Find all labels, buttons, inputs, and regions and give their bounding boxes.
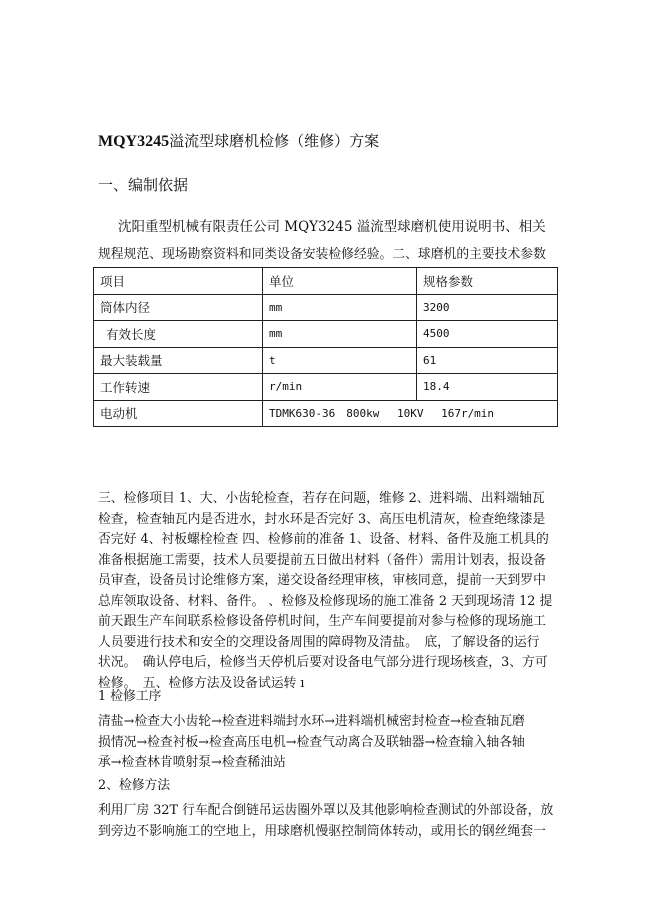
table-row (94, 347, 558, 374)
paragraph-line: 状况。 确认停电后，检修当天停机后要对设备电气部分进行现场核查，3、方可 (98, 655, 548, 670)
paragraph-line: 前天跟生产车间联系检修设备停机时间，生产车间要提前对参与检修的现场施工 (98, 614, 546, 629)
table-cell: r/min (263, 374, 417, 401)
document-title (98, 130, 379, 151)
table-cell: mm (263, 321, 417, 348)
paragraph-line: 检修。 五、检修方法及设备试运转 ı (98, 675, 305, 691)
paragraph-line: 检查，检查轴瓦内是否进水，封水环是否完好 3、高压电机清灰，检查绝缘漆是 (98, 511, 546, 527)
method-paragraph (98, 801, 553, 842)
paragraph-line: 利用厂房 32T 行车配合倒链吊运齿圈外罩以及其他影响检查测试的外部设备，放 (98, 803, 553, 818)
section3-paragraph (98, 489, 553, 694)
paragraph-line: 三、检修项目 1、大、小齿轮检查，若存在问题，维修 2、进料端、出料端轴瓦 (98, 491, 545, 506)
paragraph-line: 否完好 4、衬板螺栓检查 四、检修前的准备 1、设备、材料、备件及施工机具的 (98, 532, 549, 547)
paragraph-line: 准备根据施工需要，技术人员要提前五日做出材料（备件）需用计划表，报设备 (98, 552, 546, 568)
spec-table (93, 267, 558, 427)
table-row (94, 294, 558, 321)
header-cell-spec: 规格参数 (417, 268, 558, 295)
table-cell: 3200 (417, 294, 558, 321)
table-cell: t (263, 347, 417, 374)
section1-heading: 一、编制依据 (98, 176, 189, 194)
table-row (94, 321, 558, 348)
procedure-paragraph (98, 712, 553, 774)
table-cell-motor-spec: TDMK630-36 800kw 10KV 167r/min (263, 400, 558, 427)
table-cell: 工作转速 (94, 374, 263, 401)
paragraph-line: 到旁边不影响施工的空地上，用球磨机慢驱控制筒体转动，或用长的钢丝绳套一 (98, 823, 546, 839)
table-cell: 18.4 (417, 374, 558, 401)
paragraph-line: 总库领取设备、材料、备件。 、检修及检修现场的施工准备 2 天到现场清 12 提 (98, 593, 553, 609)
title-text: 溢流型球磨机检修（维修）方案 (169, 132, 380, 150)
paragraph-line: 员审查，设备员讨论维修方案，递交设备经理审核，审核同意，提前一天到罗中 (98, 573, 546, 588)
paragraph-line: 清盐→检查大小齿轮→检查进料端封水环→进料端机械密封检查→检查轴瓦磨 (98, 714, 525, 729)
table-cell: 61 (417, 347, 558, 374)
table-cell: 4500 (417, 321, 558, 348)
title-model-code: MQY3245 (98, 133, 170, 150)
intro-line: 规程规范、现场勘察资料和同类设备安装检修经验。二、球磨机的主要技术参数 (98, 247, 546, 262)
intro-paragraph (98, 214, 558, 268)
table-cell: mm (263, 294, 417, 321)
table-cell: 电动机 (94, 400, 263, 427)
subsection-heading-procedure: 1 检修工序 (98, 689, 162, 704)
paragraph-line: 承→检查林肯喷射泵→检查稀油站 (98, 755, 286, 770)
intro-line: 沈阳重型机械有限责任公司 MQY3245 溢流型球磨机使用说明书、相关 (118, 219, 546, 235)
table-header-row (94, 268, 558, 295)
table-row (94, 400, 558, 427)
paragraph-line: 损情况→检查衬板→检查高压电机→检查气动离合及联轴器→检查输入轴各轴 (98, 734, 525, 750)
header-cell-item: 项目 (94, 268, 263, 295)
subsection-heading-method: 2、检修方法 (98, 778, 171, 793)
paragraph-line: 人员要进行技术和安全的交理设备周围的障碍物及清盐。 底，了解设备的运行 (98, 634, 540, 650)
table-row (94, 374, 558, 401)
table-cell: 最大装载量 (94, 347, 263, 374)
table-cell: 筒体内径 (94, 294, 263, 321)
header-cell-unit: 单位 (263, 268, 417, 295)
table-cell: 有效长度 (94, 321, 263, 348)
